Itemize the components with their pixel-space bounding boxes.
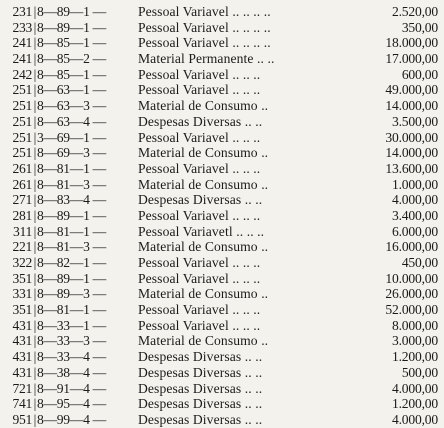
entry-description: Pessoal Variavetl .. .. ..: [138, 223, 265, 239]
entry-description: Pessoal Variavel .. .. ..: [138, 317, 261, 333]
budget-entry-row: [8, 412, 442, 428]
entry-code: 8—89—1 —: [37, 19, 106, 35]
entry-number: 351: [12, 302, 32, 318]
entry-code: 8—81—3 —: [37, 239, 106, 255]
entry-code: 8—85—2 —: [37, 51, 106, 67]
column-separator: |: [33, 255, 37, 270]
budget-entry-row: [8, 67, 442, 83]
entry-amount: 500,00: [401, 364, 438, 380]
entry-number: 322: [12, 255, 32, 270]
budget-entry-row: [8, 286, 442, 302]
entry-number: 242: [12, 66, 32, 82]
column-separator: |: [33, 411, 37, 427]
entry-number: 251: [12, 129, 32, 145]
column-separator: |: [33, 113, 37, 129]
entry-number: 331: [12, 286, 32, 302]
entry-description: Despesas Diversas .. ..: [138, 113, 263, 129]
entry-code: 8—63—3 —: [37, 98, 106, 114]
budget-entry-row: [8, 224, 442, 240]
column-separator: |: [33, 207, 37, 223]
budget-entry-row: [8, 35, 442, 51]
column-separator: |: [33, 270, 37, 286]
budget-entry-row: [8, 192, 442, 208]
entry-amount: 14.000,00: [385, 98, 438, 114]
entry-code: 8—95—4 —: [37, 396, 106, 412]
entry-code: 8—38—4 —: [37, 364, 106, 380]
entry-description: Pessoal Variavel .. .. ..: [138, 129, 261, 145]
entry-amount: 10.000,00: [385, 270, 438, 286]
column-separator: |: [33, 160, 37, 176]
budget-entries-list: [8, 4, 442, 428]
budget-entry-row: [8, 145, 442, 161]
entry-number: 271: [12, 192, 32, 208]
entry-description: Pessoal Variavel .. .. ..: [138, 160, 261, 176]
entry-number: 281: [12, 207, 32, 223]
column-separator: |: [33, 176, 37, 192]
entry-description: Pessoal Variavel .. .. ..: [138, 302, 261, 318]
entry-code: 8—85—1 —: [37, 35, 106, 51]
column-separator: |: [33, 145, 37, 161]
column-separator: |: [33, 129, 37, 145]
entry-description: Material de Consumo ..: [138, 286, 269, 302]
entry-amount: 450,00: [401, 255, 438, 270]
entry-code: 8—69—3 —: [37, 145, 106, 161]
entry-code: 8—33—3 —: [37, 333, 106, 349]
budget-entry-row: [8, 396, 442, 412]
entry-number: 231: [12, 4, 32, 19]
entry-number: 251: [12, 145, 32, 161]
entry-amount: 13.600,00: [385, 160, 438, 176]
entry-code: 8—89—1 —: [37, 4, 106, 19]
budget-entry-row: [8, 381, 442, 397]
entry-number: 261: [12, 176, 32, 192]
entry-code: 8—81—1 —: [37, 302, 106, 318]
entry-description: Despesas Diversas .. ..: [138, 396, 263, 412]
entry-description: Pessoal Variavel .. .. .. ..: [138, 4, 271, 19]
column-separator: |: [33, 4, 37, 19]
budget-entry-row: [8, 20, 442, 36]
entry-number: 431: [12, 333, 32, 349]
column-separator: |: [33, 286, 37, 302]
entry-description: Material de Consumo ..: [138, 145, 269, 161]
entry-number: 221: [12, 239, 32, 255]
column-separator: |: [33, 223, 37, 239]
column-separator: |: [33, 317, 37, 333]
entry-code: 8—81—1 —: [37, 223, 106, 239]
entry-code: 8—89—1 —: [37, 207, 106, 223]
entry-amount: 350,00: [401, 19, 438, 35]
entry-number: 251: [12, 82, 32, 98]
budget-entry-row: [8, 318, 442, 334]
entry-description: Pessoal Variavel .. .. ..: [138, 255, 261, 270]
entry-number: 241: [12, 51, 32, 67]
entry-amount: 1.000,00: [392, 176, 438, 192]
entry-description: Pessoal Variavel .. .. ..: [138, 66, 261, 82]
entry-amount: 3.500,00: [392, 113, 438, 129]
entry-amount: 4.000,00: [392, 411, 438, 427]
entry-amount: 2.520,00: [392, 4, 438, 19]
entry-number: 311: [13, 223, 32, 239]
budget-entry-row: [8, 239, 442, 255]
budget-entry-row: [8, 349, 442, 365]
entry-code: 3—69—1 —: [37, 129, 106, 145]
column-separator: |: [33, 51, 37, 67]
column-separator: |: [33, 396, 37, 412]
entry-description: Despesas Diversas .. ..: [138, 411, 263, 427]
entry-number: 351: [12, 270, 32, 286]
entry-amount: 17.000,00: [385, 51, 438, 67]
entry-code: 8—91—4 —: [37, 380, 106, 396]
budget-entry-row: [8, 161, 442, 177]
entry-description: Pessoal Variavel .. .. ..: [138, 82, 261, 98]
column-separator: |: [33, 35, 37, 51]
budget-entry-row: [8, 255, 442, 271]
entry-number: 251: [12, 113, 32, 129]
entry-description: Despesas Diversas .. ..: [138, 192, 263, 208]
column-separator: |: [33, 380, 37, 396]
entry-description: Pessoal Variavel .. .. .. ..: [138, 35, 271, 51]
entry-amount: 30.000,00: [385, 129, 438, 145]
entry-number: 721: [12, 380, 32, 396]
column-separator: |: [33, 192, 37, 208]
entry-code: 8—85—1 —: [37, 66, 106, 82]
column-separator: |: [33, 364, 37, 380]
budget-entry-row: [8, 130, 442, 146]
entry-code: 8—63—4 —: [37, 113, 106, 129]
entry-amount: 52.000,00: [385, 302, 438, 318]
entry-description: Pessoal Variavel .. .. ..: [138, 207, 261, 223]
entry-code: 8—81—1 —: [37, 160, 106, 176]
entry-number: 431: [12, 317, 32, 333]
column-separator: |: [33, 82, 37, 98]
budget-entry-row: [8, 177, 442, 193]
entry-number: 241: [12, 35, 32, 51]
entry-description: Pessoal Variavel .. .. .. ..: [138, 19, 271, 35]
entry-number: 233: [12, 19, 32, 35]
budget-entry-row: [8, 4, 442, 20]
budget-entry-row: [8, 271, 442, 287]
entry-amount: 4.000,00: [392, 380, 438, 396]
entry-amount: 16.000,00: [385, 239, 438, 255]
entry-amount: 4.000,00: [392, 192, 438, 208]
entry-code: 8—82—1 —: [37, 255, 106, 270]
entry-code: 8—33—4 —: [37, 349, 106, 365]
entry-amount: 3.400,00: [392, 207, 438, 223]
entry-code: 8—81—3 —: [37, 176, 106, 192]
entry-code: 8—99—4 —: [37, 411, 106, 427]
entry-amount: 6.000,00: [392, 223, 438, 239]
budget-entry-row: [8, 302, 442, 318]
entry-description: Despesas Diversas .. ..: [138, 349, 263, 365]
entry-description: Material de Consumo ..: [138, 239, 269, 255]
budget-entry-row: [8, 98, 442, 114]
entry-number: 251: [12, 98, 32, 114]
column-separator: |: [33, 66, 37, 82]
entry-number: 431: [12, 349, 32, 365]
entry-number: 261: [12, 160, 32, 176]
budget-entry-row: [8, 208, 442, 224]
entry-code: 8—89—1 —: [37, 270, 106, 286]
budget-entry-row: [8, 114, 442, 130]
entry-description: Despesas Diversas .. ..: [138, 364, 263, 380]
entry-amount: 8.000,00: [392, 317, 438, 333]
budget-entry-row: [8, 333, 442, 349]
entry-amount: 18.000,00: [385, 35, 438, 51]
entry-amount: 26.000,00: [385, 286, 438, 302]
column-separator: |: [33, 349, 37, 365]
entry-code: 8—33—1 —: [37, 317, 106, 333]
entry-amount: 3.000,00: [392, 333, 438, 349]
entry-amount: 1.200,00: [392, 396, 438, 412]
budget-entry-row: [8, 365, 442, 381]
entry-amount: 49.000,00: [385, 82, 438, 98]
entry-number: 951: [12, 411, 32, 427]
entry-number: 741: [12, 396, 32, 412]
entry-description: Material de Consumo ..: [138, 98, 269, 114]
column-separator: |: [33, 239, 37, 255]
entry-code: 8—63—1 —: [37, 82, 106, 98]
entry-description: Pessoal Variavel .. .. ..: [138, 270, 261, 286]
entry-amount: 14.000,00: [385, 145, 438, 161]
entry-number: 431: [12, 364, 32, 380]
entry-amount: 1.200,00: [392, 349, 438, 365]
column-separator: |: [33, 19, 37, 35]
column-separator: |: [33, 98, 37, 114]
entry-description: Material de Consumo ..: [138, 176, 269, 192]
entry-description: Despesas Diversas .. ..: [138, 380, 263, 396]
column-separator: |: [33, 333, 37, 349]
entry-code: 8—89—3 —: [37, 286, 106, 302]
entry-description: Material de Consumo ..: [138, 333, 269, 349]
entry-amount: 600,00: [401, 66, 438, 82]
column-separator: |: [33, 302, 37, 318]
entry-description: Material Permanente .. ..: [138, 51, 275, 67]
budget-entry-row: [8, 51, 442, 67]
budget-entry-row: [8, 82, 442, 98]
entry-code: 8—83—4 —: [37, 192, 106, 208]
